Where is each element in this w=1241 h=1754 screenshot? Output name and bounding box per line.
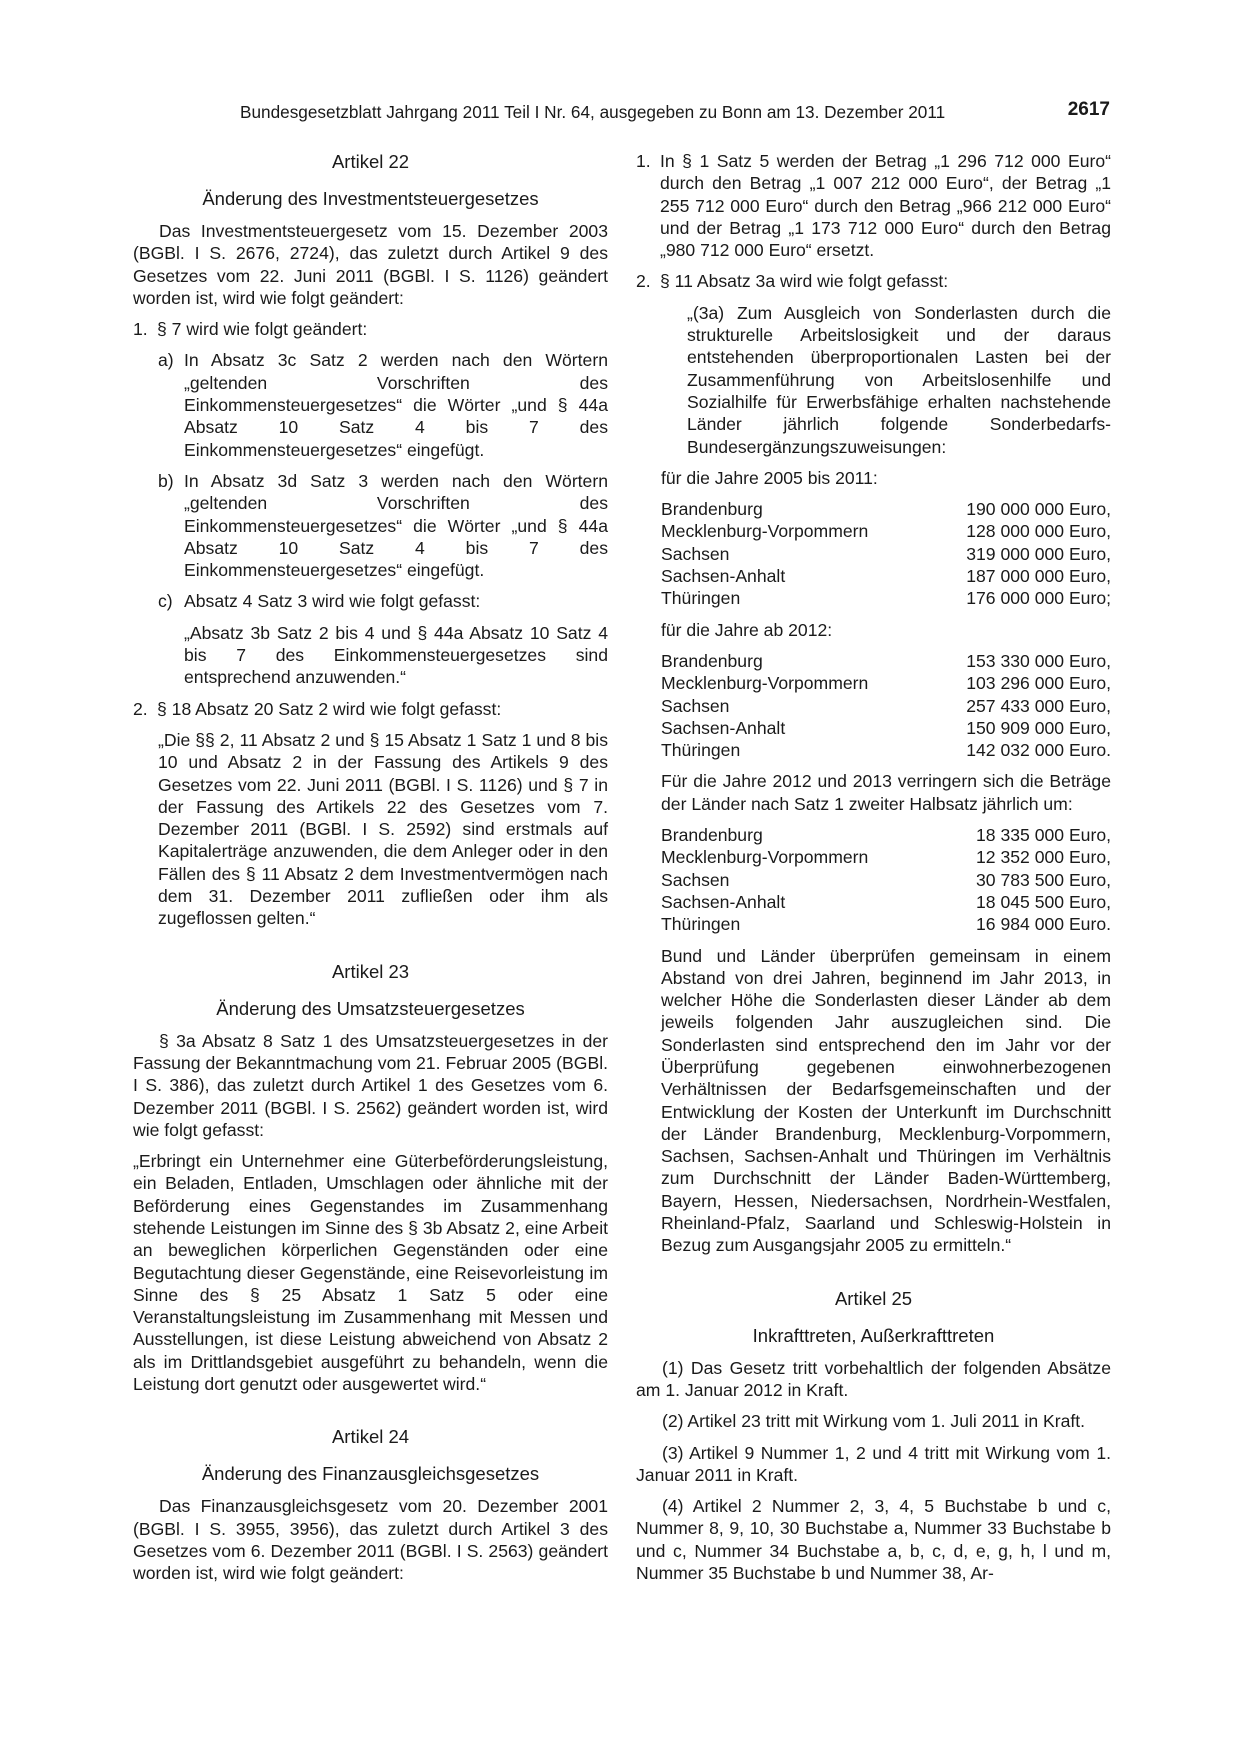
subitem-text: In Absatz 3d Satz 3 werden nach den Wörtern „geltenden Vorschriften des Einkommensteuergesetzes“ die Wörter „und § 44a Absatz 10 Satz 4 bis 7 des Einkommensteuergesetzes“ eingefügt. <box>184 470 608 581</box>
amount-cell: 153 330 000 Euro, <box>966 650 1111 671</box>
table-row <box>661 695 1111 717</box>
land-cell: Mecklenburg-Vorpommern <box>661 521 869 542</box>
article-22-item-1 <box>133 318 608 340</box>
article-22-item-1c-quote: „Absatz 3b Satz 2 bis 4 und § 44a Absatz 10 Satz 4 bis 7 des Einkommensteuergesetzes sind entsprechend anzuwenden.“ <box>184 622 608 688</box>
article-25-paragraph-1: (1) Das Gesetz tritt vorbehaltlich der folgenden Absätze am 1. Januar 2012 in Kraft. <box>636 1357 1111 1400</box>
amount-cell: 319 000 000 Euro, <box>966 543 1111 564</box>
table-row <box>661 543 1111 565</box>
land-cell: Sachsen-Anhalt <box>661 717 786 738</box>
article-25-paragraph-2: (2) Artikel 23 tritt mit Wirkung vom 1. Juli 2011 in Kraft. <box>662 1411 1086 1432</box>
land-cell: Sachsen-Anhalt <box>661 566 786 587</box>
land-cell: Thüringen <box>661 588 741 609</box>
article-23-title: Änderung des Umsatzsteuergesetzes <box>216 997 525 1019</box>
subitem-label: a) <box>158 350 174 371</box>
item-text: § 7 wird wie folgt geändert: <box>157 319 368 340</box>
table-3 <box>661 824 1111 935</box>
land-cell: Sachsen <box>661 695 730 716</box>
amount-cell: 30 783 500 Euro, <box>976 869 1111 890</box>
article-24-intro: Das Finanzausgleichsgesetz vom 20. Dezember 2001 (BGBl. I S. 3955, 3956), das zuletzt durch Artikel 3 des Gesetzes vom 6. Dezember 2011 (BGBl. I S. 2563) geändert worden ist, wird wie folgt geändert: <box>133 1496 608 1584</box>
article-22-heading: Artikel 22 <box>331 151 410 172</box>
amount-cell: 128 000 000 Euro, <box>966 521 1111 542</box>
table-row <box>661 824 1111 846</box>
article-23-intro: § 3a Absatz 8 Satz 1 des Umsatzsteuergesetzes in der Fassung der Bekanntmachung vom 21. Februar 2005 (BGBl. I S. 386), das zuletzt durch Artikel 1 des Gesetzes vom 6. Dezember 2011 (BGBl. I S. 2562) geändert worden ist, wird wie folgt gefasst: <box>133 1030 608 1140</box>
item-text: § 18 Absatz 20 Satz 2 wird wie folgt gefasst: <box>157 698 502 719</box>
article-22-item-1a <box>133 349 608 460</box>
running-header <box>240 101 1110 127</box>
table-row <box>661 650 1111 672</box>
subitem-label: c) <box>158 591 173 612</box>
amount-cell: 190 000 000 Euro, <box>966 499 1111 520</box>
item-label: 1. <box>133 319 148 340</box>
article-25-heading: Artikel 25 <box>834 1287 913 1309</box>
amount-cell: 18 045 500 Euro, <box>976 891 1111 912</box>
land-cell: Sachsen-Anhalt <box>661 891 786 912</box>
article-24-item-2 <box>636 270 1111 292</box>
amount-cell: 187 000 000 Euro, <box>966 566 1111 587</box>
article-24-quote-intro: „(3a) Zum Ausgleich von Sonderlasten durch die strukturelle Arbeitslosigkeit und der daraus entstehenden überproportionalen Lasten bei der Zusammenführung von Arbeitslosenhilfe und Sozialhilfe für Erwerbsfähige erhalten nachstehende Länder jährlich folgende Sonderbedarfs-Bundesergänzungszuweisungen: <box>687 302 1111 457</box>
header-title: Bundesgesetzblatt Jahrgang 2011 Teil I Nr. 64, ausgegeben zu Bonn am 13. Dezember 2011 <box>240 102 946 122</box>
land-cell: Brandenburg <box>661 499 763 520</box>
amount-cell: 142 032 000 Euro. <box>966 740 1111 761</box>
page-number: 2617 <box>1067 99 1110 120</box>
land-cell: Thüringen <box>661 914 741 935</box>
article-23-heading: Artikel 23 <box>331 960 410 982</box>
table-row <box>661 717 1111 739</box>
right-column <box>636 150 1111 1704</box>
left-column <box>133 150 608 1704</box>
article-25-paragraph-3: (3) Artikel 9 Nummer 1, 2 und 4 tritt mit Wirkung vom 1. Januar 2011 in Kraft. <box>636 1442 1111 1485</box>
article-25-paragraph-4: (4) Artikel 2 Nummer 2, 3, 4, 5 Buchstabe b und c, Nummer 8, 9, 10, 30 Buchstabe a, Nummer 33 Buchstabe b und c, Nummer 34 Buchstabe a, b, c, d, e, g, h, l und m, Nummer 35 Buchstabe b und Nummer 38, Ar- <box>636 1496 1111 1584</box>
land-cell: Sachsen <box>661 543 730 564</box>
amount-cell: 176 000 000 Euro; <box>966 588 1111 609</box>
table-row <box>661 672 1111 694</box>
table-row <box>661 891 1111 913</box>
article-25-title: Inkrafttreten, Außerkrafttreten <box>752 1324 995 1346</box>
table-row <box>661 739 1111 761</box>
table-row <box>661 869 1111 891</box>
item-text: § 11 Absatz 3a wird wie folgt gefasst: <box>660 271 949 292</box>
subitem-text: Absatz 4 Satz 3 wird wie folgt gefasst: <box>184 591 481 612</box>
table-row <box>661 520 1111 542</box>
table-row <box>661 498 1111 520</box>
table-row <box>661 565 1111 587</box>
item-label: 2. <box>636 271 651 292</box>
land-cell: Sachsen <box>661 869 730 890</box>
item-label: 1. <box>636 151 651 171</box>
land-cell: Brandenburg <box>661 650 763 671</box>
article-22-item-1b <box>133 470 608 581</box>
item-label: 2. <box>133 698 148 719</box>
table-2 <box>661 650 1111 761</box>
table-row <box>661 913 1111 935</box>
article-24-quote-outro: Bund und Länder überprüfen gemeinsam in einem Abstand von drei Jahren, beginnend im Jahr 2013, in welcher Höhe die Sonderlasten dieser Länder ab dem jeweils folgenden Jahr auszugleichen sind. Die Sonderlasten sind entsprechend den im Jahr vor der Überprüfung gegebenen einwohnerbezogenen Verhältnissen der Bedarfsgemeinschaften und der Entwicklung der Kosten der Unterkunft im Durchschnitt der Länder Brandenburg, Mecklenburg-Vorpommern, Sachsen, Sachsen-Anhalt und Thüringen im Verhältnis zum Durchschnitt der Länder Baden-Württemberg, Bayern, Hessen, Niedersachsen, Nordrhein-Westfalen, Rheinland-Pfalz, Saarland und Schleswig-Holstein in Bezug zum Ausgangsjahr 2005 zu ermitteln.“ <box>661 945 1111 1256</box>
article-22-intro: Das Investmentsteuergesetz vom 15. Dezember 2003 (BGBl. I S. 2676, 2724), das zuletzt durch Artikel 9 des Gesetzes vom 22. Juni 2011 (BGBl. I S. 1126) geändert worden ist, wird wie folgt geändert: <box>133 221 608 308</box>
land-cell: Mecklenburg-Vorpommern <box>661 847 869 868</box>
table-3-caption: Für die Jahre 2012 und 2013 verringern sich die Beträge der Länder nach Satz 1 zweiter Halbsatz jährlich um: <box>661 771 1111 814</box>
article-22-item-1c <box>133 590 608 612</box>
amount-cell: 16 984 000 Euro. <box>976 914 1111 935</box>
table-1-caption: für die Jahre 2005 bis 2011: <box>661 467 878 488</box>
item-text: In § 1 Satz 5 werden der Betrag „1 296 712 000 Euro“ durch den Betrag „1 007 212 000 Euro“, der Betrag „1 255 712 000 Euro“ durch den Betrag „966 212 000 Euro“ und der Betrag „1 173 712 000 Euro“ durch den Betrag „980 712 000 Euro“ ersetzt. <box>660 151 1111 261</box>
article-24-heading: Artikel 24 <box>331 1426 410 1448</box>
article-23-quote: „Erbringt ein Unternehmer eine Güterbeförderungsleistung, ein Beladen, Entladen, Umschlagen oder ähnliche mit der Beförderung eines Gegenstandes im Zusammenhang stehende Leistungen im Sinne des § 3b Absatz 2, eine Arbeit an beweglichen körperlichen Gegenständen oder eine Begutachtung dieser Gegenstände, eine Reisevorleistung im Sinne des § 25 Absatz 1 Satz 5 oder eine Veranstaltungsleistung im Zusammenhang mit Messen und Ausstellungen, ist diese Leistung abweichend von Absatz 2 als im Drittlandsgebiet ausgeführt zu behandeln, wenn die Leistung dort genutzt oder ausgewertet wird.“ <box>133 1151 608 1395</box>
amount-cell: 12 352 000 Euro, <box>976 847 1111 868</box>
article-22-item-2-quote: „Die §§ 2, 11 Absatz 2 und § 15 Absatz 1 Satz 1 und 8 bis 10 und Absatz 2 in der Fassung des Artikels 9 des Gesetzes vom 22. Juni 2011 (BGBl. I S. 1126) und § 7 in der Fassung des Artikels 22 des Gesetzes vom 7. Dezember 2011 (BGBl. I S. 2592) sind erstmals auf Kapitalerträge anzuwenden, die dem Anleger oder in den Fällen des § 11 Absatz 2 dem Investmentvermögen nach dem 31. Dezember 2011 zufließen oder ihm als zugeflossen gelten.“ <box>158 729 608 929</box>
amount-cell: 150 909 000 Euro, <box>966 717 1111 738</box>
table-2-caption: für die Jahre ab 2012: <box>661 619 833 640</box>
table-1 <box>661 498 1111 609</box>
table-row <box>661 587 1111 609</box>
amount-cell: 103 296 000 Euro, <box>966 673 1111 694</box>
article-24-title: Änderung des Finanzausgleichsgesetzes <box>201 1463 540 1485</box>
amount-cell: 18 335 000 Euro, <box>976 825 1111 846</box>
subitem-text: In Absatz 3c Satz 2 werden nach den Wörtern „geltenden Vorschriften des Einkommensteuergesetzes“ die Wörter „und § 44a Absatz 10 Satz 4 bis 7 des Einkommensteuergesetzes“ eingefügt. <box>184 350 608 460</box>
land-cell: Mecklenburg-Vorpommern <box>661 673 869 694</box>
article-24-item-1 <box>636 150 1111 261</box>
amount-cell: 257 433 000 Euro, <box>966 695 1111 716</box>
land-cell: Brandenburg <box>661 825 763 846</box>
land-cell: Thüringen <box>661 740 741 761</box>
article-22-item-2 <box>133 698 608 720</box>
subitem-label: b) <box>158 470 174 491</box>
table-row <box>661 846 1111 868</box>
article-22-title: Änderung des Investmentsteuergesetzes <box>202 188 539 209</box>
